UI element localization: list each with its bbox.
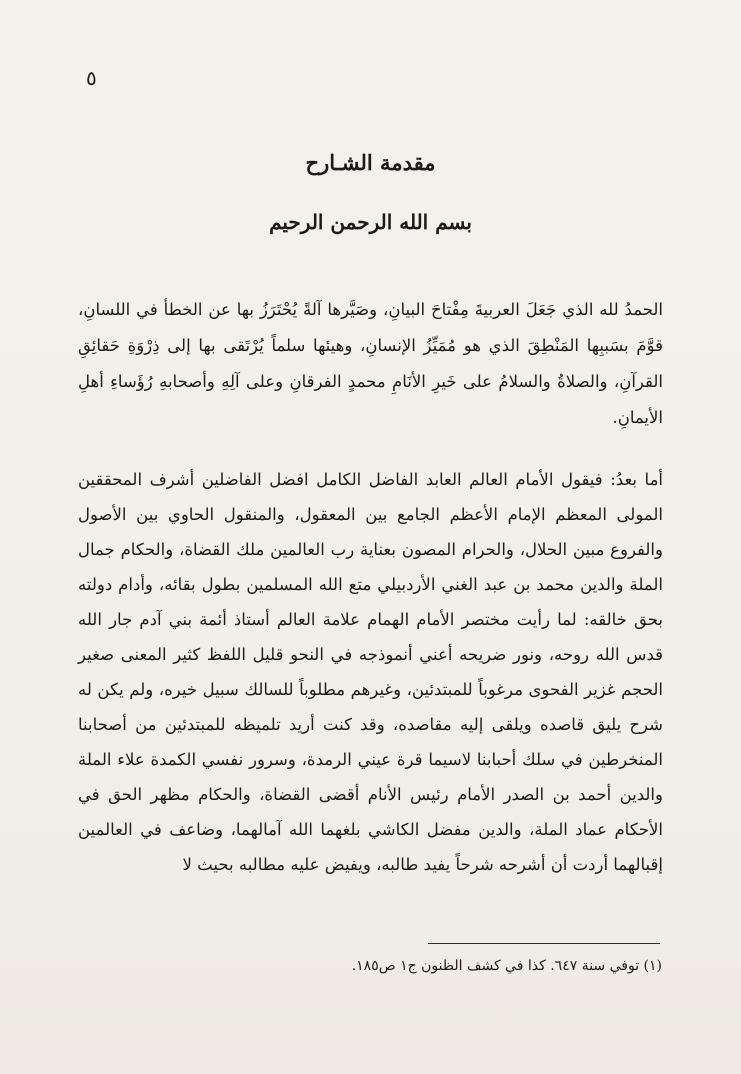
page-number: ٥ bbox=[86, 66, 97, 90]
basmala: بسم الله الرحمن الرحيم bbox=[269, 210, 472, 234]
intro-paragraph: الحمدُ لله الذي جَعَلَ العربيةَ مِفْتاحَ البيانِ، وصَيَّرها آلةً يُحْتَرَزُ بها عن الخطأ في اللسانِ، قوَّمَ بسَببِها المَنْطِقَ الذي هو مُمَيِّزُ الإنسانِ، وهيئها سلماً يُرْتَقى بها إلى ذِرْوَةِ حَقائِقِ القرآنِ، والصلاةُ والسلامُ على خَيرِ الأنَامِ محمدٍ الفرقانِ وعلى آلِهِ وأصحابهِ رُؤَساءِ أهلِ الأيمانِ. bbox=[78, 300, 663, 427]
footnote-divider bbox=[428, 943, 660, 944]
main-paragraph: أما بعدُ: فيقول الأمام العالم العابد الفاضل الكامل افضل الفاضلين أشرف المحققين المولى المعظم الإمام الأعظم الجامع بين المعقول، والمنقول الحاوي بين الأصول والفروع مبين الحلال، والحرام المصون بعناية رب العالمين ملك القضاة، والحكام جمال الملة والدين محمد بن عبد الغني الأردبيلي متع الله المسلمين بطول بقائه، وأدام دولته بحق خالقه: لما رأيت مختصر الأمام الهمام علامة العالم أستاذ أئمة بني آدم جار الله قدس الله روحه، ونور ضريحه أعني أنموذجه في النحو قليل اللفظ كثير المعنى صغير الحجم غزير الفحوى مرغوباً للمبتدئين، وغيرهم مطلوباً للسالك سبيل خيره، ولم يكن له شرح يليق قاصده ويلقى إليه مقاصده، وقد كنت أريد تلميظه للمبتدئين من أصحابنا المنخرطين في سلك أحبابنا لاسيما قرة عيني الرمدة، وسرور نفسي الكمدة علاء الملة والدين أحمد بن الصدر الأمام رئيس الأنام أقضى القضاة، والحكام مظهر الحق في الأحكام عماد الملة، والدين مفضل الكاشي بلغهما الله آمالهما، وضاعف في العالمين إقبالهما أردت أن أشرحه شرحاً يفيد طالبه، ويفيض عليه مطالبه بحيث لا bbox=[78, 470, 663, 874]
section-heading: مقدمة الشـارح bbox=[305, 150, 436, 175]
footnote: (١) توفي سنة ٦٤٧. كذا في كشف الظنون ج١ ص١٨٥. bbox=[351, 958, 662, 974]
